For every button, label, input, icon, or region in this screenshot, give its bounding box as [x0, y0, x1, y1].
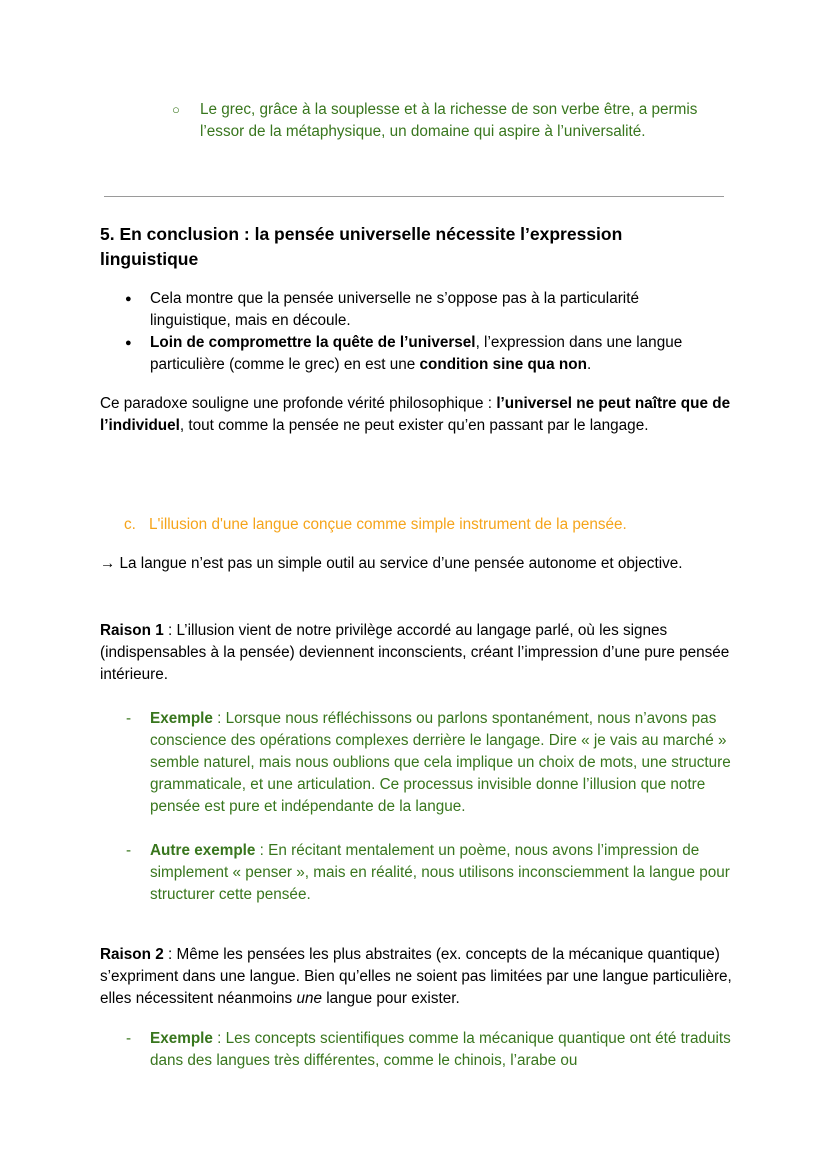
section-heading: 5. En conclusion : la pensée universelle nécessite l’expression linguistique — [100, 224, 623, 269]
paradox-bold: l’universel ne peut naître que de l’individuel — [100, 395, 731, 434]
greek-bullet-text: Le grec, grâce à la souplesse et à la richesse de son verbe être, a permis l’essor de la métaphysique, un domaine qui aspire à l’universalité. — [200, 101, 698, 140]
bullet-text-mid: , l’expression dans une langue particulière (comme le grec) en est une — [150, 334, 683, 373]
hollow-circle-bullet-icon: ○ — [172, 102, 180, 117]
reason-text: : Même les pensées les plus abstraites (ex. concepts de la mécanique quantique) s’expriment dans une langue. Bien qu’elles ne soient pas limitées par une langue particulière, elles nécessitent néanmoins — [100, 946, 732, 1007]
example-label: Exemple — [150, 710, 213, 727]
bullet-dot-icon: ● — [125, 337, 132, 349]
example-text — [150, 840, 732, 906]
example-body: : Les concepts scientifiques comme la mécanique quantique ont été traduits dans des langues très différentes, comme le chinois, l’arabe ou — [150, 1030, 731, 1069]
example-body: : Lorsque nous réfléchissons ou parlons spontanément, nous n’avons pas conscience des opérations complexes derrière le langage. Dire « je vais au marché » semble naturel, mais nous oublions que cela implique un choix de mots, une structure grammaticale, et une articulation. Ce processus invisible donne l’illusion que notre pensée est pure et indépendante de la langue. — [150, 710, 731, 815]
reason-label: Raison 2 — [100, 946, 164, 963]
example-label: Exemple — [150, 1030, 213, 1047]
reason-1-paragraph — [100, 620, 732, 686]
thesis-paragraph: → La langue n’est pas un simple outil au service d’une pensée autonome et objective. — [100, 555, 683, 572]
horizontal-rule — [104, 196, 724, 197]
bullet-dot-icon: ● — [125, 293, 132, 305]
bullet-text — [150, 332, 710, 376]
paradox-text: Ce paradoxe souligne une profonde vérité philosophique : — [100, 395, 497, 412]
dash-marker: - — [126, 1030, 132, 1047]
bullet-bold-end: condition sine qua non — [419, 356, 587, 373]
reason-text: : L’illusion vient de notre privilège accordé au langage parlé, où les signes (indispensables à la pensée) deviennent inconscients, créant l’impression d’une pure pensée intérieure. — [100, 622, 730, 683]
example-label: Autre exemple — [150, 842, 256, 859]
bullet-bold-lead: Loin de compromettre la quête de l’universel — [150, 334, 476, 351]
example-text — [150, 708, 732, 818]
list-marker: c. — [124, 516, 136, 533]
example-body: : En récitant mentalement un poème, nous avons l’impression de simplement « penser », mais en réalité, nous utilisons inconsciemment la langue pour structurer cette pensée. — [150, 842, 730, 903]
reason-2-paragraph — [100, 944, 734, 1010]
dash-marker: - — [126, 842, 132, 859]
reason-label: Raison 1 — [100, 622, 164, 639]
example-text — [150, 1028, 734, 1072]
reason-italic: une — [296, 990, 322, 1007]
paradox-text-end: , tout comme la pensée ne peut exister qu’en passant par le langage. — [179, 417, 649, 434]
bullet-text: Cela montre que la pensée universelle ne s’oppose pas à la particularité linguistique, mais en découle. — [150, 290, 639, 329]
dash-marker: - — [126, 710, 132, 727]
subsection-title: L'illusion d'une langue conçue comme simple instrument de la pensée. — [149, 516, 627, 533]
bullet-text-end: . — [586, 356, 592, 373]
reason-text-end: langue pour exister. — [321, 990, 460, 1007]
paradox-paragraph — [100, 393, 732, 437]
